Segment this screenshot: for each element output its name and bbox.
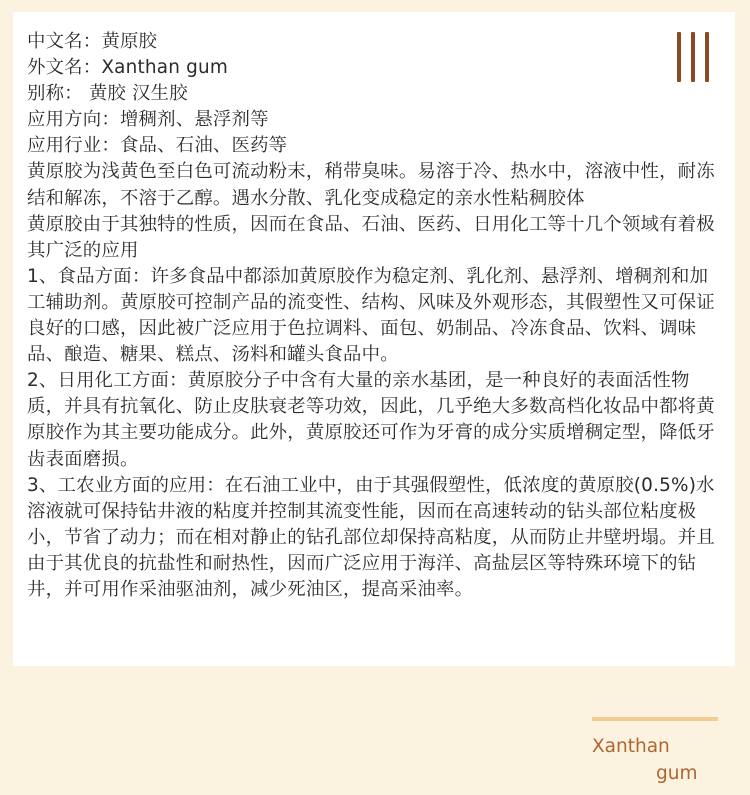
triple-bars-logo-icon: [677, 32, 709, 82]
field-alias: 别称： 黄胶 汉生胶: [27, 83, 188, 105]
article-card: [13, 12, 735, 666]
paragraph-chemical: 2、日用化工方面：黄原胶分子中含有大量的亲水基团，是一种良好的表面活性物质，并具有抗氧化、防止皮肤衰老等功效，因此，几乎绝大多数高档化妆品中都将黄原胶作为其主要功能成分。此外，黄原胶还可作为牙膏的成分实质增稠定型，降低牙齿表面磨损。: [27, 370, 715, 470]
article-content: [27, 29, 723, 603]
paragraph-description: 黄原胶为浅黄色至白色可流动粉末，稍带臭味。易溶于冷、热水中，溶液中性，耐冻结和解冻，不溶于乙醇。遇水分散、乳化变成稳定的亲水性粘稠胶体: [27, 161, 715, 209]
logo-bar: [691, 32, 695, 82]
paragraph-industrial: 3、工农业方面的应用：在石油工业中，由于其强假塑性，低浓度的黄原胶(0.5%)水溶液就可保持钻井液的粘度并控制其流变性能，因而在高速转动的钻头部位粘度极小，节省了动力；而在相对静止的钻孔部位却保持高粘度，从而防止井壁坍塌。并且由于其优良的抗盐性和耐热性，因而广泛应用于海洋、高盐层区等特殊环境下的钻井，并可用作采油驱油剂，减少死油区，提高采油率。: [27, 474, 715, 600]
footer-divider: [592, 717, 718, 721]
paragraph-food: 1、食品方面：许多食品中都添加黄原胶作为稳定剂、乳化剂、悬浮剂、增稠剂和加工辅助剂。黄原胶可控制产品的流变性、结构、风味及外观形态，其假塑性又可保证良好的口感，因此被广泛应用于色拉调料、面包、奶制品、冷冻食品、饮料、调味品、酿造、糖果、糕点、汤料和罐头食品中。: [27, 265, 715, 366]
paragraph-applications: 黄原胶由于其独特的性质，因而在食品、石油、医药、日用化工等十几个领域有着极其广泛的应用: [27, 213, 715, 261]
field-industry: 应用行业：食品、石油、医药等: [27, 135, 288, 157]
field-usage: 应用方向：增稠剂、悬浮剂等: [27, 109, 269, 131]
field-name-en: 外文名：Xanthan gum: [27, 57, 228, 79]
field-name-cn: 中文名：黄原胶: [27, 31, 158, 52]
footer-title-line1: Xanthan: [592, 736, 670, 757]
logo-bar: [705, 32, 709, 82]
footer-title-line2: gum: [656, 763, 698, 784]
logo-bar: [677, 32, 681, 82]
